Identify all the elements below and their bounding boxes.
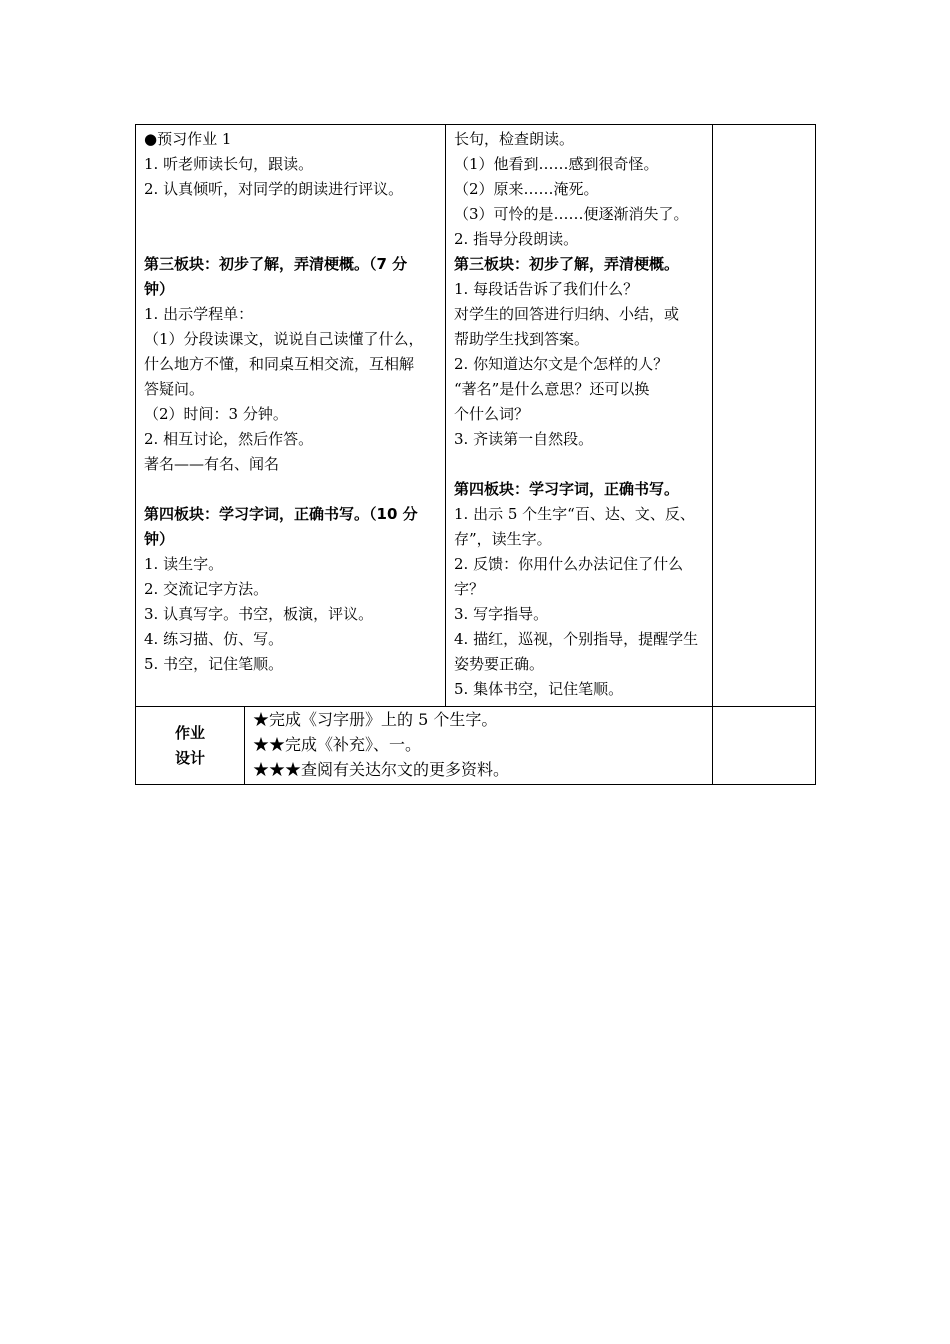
homework-label-cell (136, 707, 245, 785)
homework-item: ★★★查阅有关达尔文的更多资料。 (253, 760, 510, 779)
block4-item: 2. 交流记字方法。 (144, 580, 269, 598)
preview-item: 1. 听老师读长句，跟读。 (144, 155, 314, 173)
block4-item: 3. 写字指导。 (454, 605, 549, 623)
student-activity-cell (136, 125, 446, 707)
block4-item: 字？ (454, 580, 485, 598)
block3-item: （1）分段读课文，说说自己读懂了什么， (144, 330, 424, 348)
lesson-plan-sheet (135, 124, 815, 785)
intro-item: 2. 指导分段朗读。 (454, 230, 579, 248)
block3-item: 著名——有名、闻名 (144, 455, 280, 473)
block4-item: 5. 书空，记住笔顺。 (144, 655, 284, 673)
block4-item: 1. 出示 5 个生字“百、达、文、反、 (454, 505, 695, 523)
homework-item: ★★完成《补充》、一。 (253, 735, 422, 754)
homework-label-cont: 设计 (174, 748, 205, 767)
intro-item: （1）他看到……感到很奇怪。 (454, 155, 659, 173)
block4-item: 4. 描红，巡视，个别指导，提醒学生 (454, 630, 699, 648)
block4-item: 2. 反馈：你用什么办法记住了什么 (454, 555, 684, 573)
intro-item: （2）原来……淹死。 (454, 180, 599, 198)
homework-item: ★完成《习字册》上的 5 个生字。 (253, 710, 498, 729)
lesson-plan-table (135, 124, 816, 785)
intro-item: （3）可怜的是……便逐渐消失了。 (454, 205, 689, 223)
block3-item: 3. 齐读第一自然段。 (454, 430, 594, 448)
block4-item: 5. 集体书空，记住笔顺。 (454, 680, 624, 698)
block3-title: 第三板块：初步了解，弄清梗概。（7 分 (144, 255, 408, 273)
block3-item: 个什么词？ (454, 405, 530, 423)
block3-item: 2. 相互讨论，然后作答。 (144, 430, 314, 448)
block4-item: 1. 读生字。 (144, 555, 224, 573)
block4-title-cont: 钟） (144, 530, 175, 548)
block4-item: 4. 练习描、仿、写。 (144, 630, 284, 648)
block4-title: 第四板块：学习字词，正确书写。 (454, 480, 680, 498)
block3-item: 1. 出示学程单： (144, 305, 254, 323)
block3-item: 什么地方不懂，和同桌互相交流，互相解 (144, 355, 415, 373)
content-row (136, 125, 816, 707)
block4-item: 存”，读生字。 (454, 530, 552, 548)
homework-row (136, 707, 816, 785)
block3-item: 2. 你知道达尔文是个怎样的人？ (454, 355, 669, 373)
block3-item: “著名”是什么意思？还可以换 (454, 380, 650, 398)
block4-item: 姿势要正确。 (454, 655, 545, 673)
block3-title-cont: 钟） (144, 280, 175, 298)
block3-item: 1. 每段话告诉了我们什么？ (454, 280, 639, 298)
notes-cell (713, 125, 816, 707)
block3-title: 第三板块：初步了解，弄清梗概。 (454, 255, 680, 273)
block3-item: 答疑问。 (144, 380, 205, 398)
block3-item: 帮助学生找到答案。 (454, 330, 590, 348)
intro-item: 长句，检查朗读。 (454, 130, 575, 148)
homework-label: 作业 (174, 723, 205, 742)
preview-item: 2. 认真倾听，对同学的朗读进行评议。 (144, 180, 404, 198)
teacher-guidance-cell (446, 125, 713, 707)
preview-heading: ●预习作业 1 (144, 130, 232, 148)
homework-content-cell (245, 707, 713, 785)
block3-item: （2）时间：3 分钟。 (144, 405, 288, 423)
block3-item: 对学生的回答进行归纳、小结，或 (454, 305, 680, 323)
block4-item: 3. 认真写字。书空，板演，评议。 (144, 605, 374, 623)
homework-notes-cell (713, 707, 816, 785)
block4-title: 第四板块：学习字词，正确书写。（10 分 (144, 505, 418, 523)
